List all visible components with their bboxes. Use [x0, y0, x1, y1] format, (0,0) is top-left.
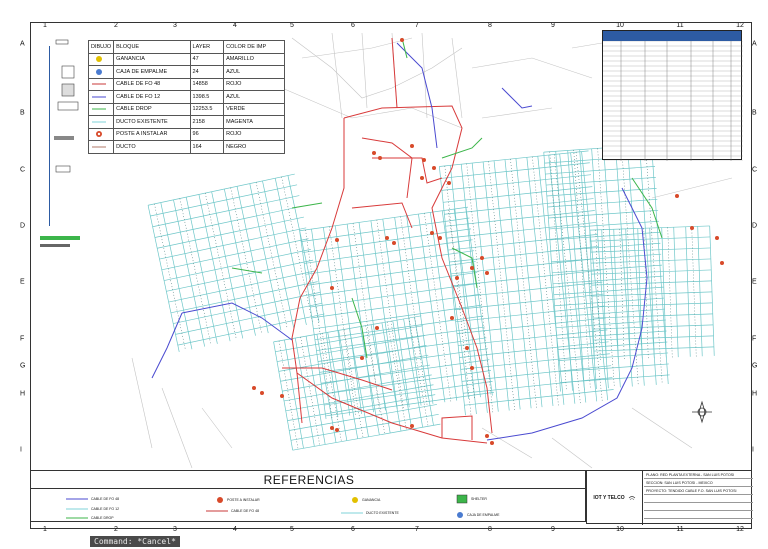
- title-line-blank: [644, 495, 753, 503]
- splice-box-icon: [89, 66, 114, 79]
- legend-color: VERDE: [224, 103, 285, 116]
- pole-icon: [89, 128, 114, 141]
- col-label: 5: [290, 526, 294, 533]
- legend-layer: 96: [190, 128, 224, 141]
- ref-item: [456, 511, 499, 519]
- cyan-line-icon: [89, 116, 114, 129]
- col-label: 8: [488, 526, 492, 533]
- legend-color: ROJO: [224, 128, 285, 141]
- splice-box-icon: [456, 511, 464, 519]
- red-line-icon: [89, 78, 114, 91]
- row-label: C: [752, 166, 758, 174]
- bulb-icon: [351, 496, 359, 504]
- company-logo: [587, 471, 643, 525]
- legend-color: AZUL: [224, 91, 285, 104]
- title-line: SECCION: SAN LUIS POTOSI - MEXICO: [644, 479, 753, 487]
- street-grid-drop-lines: [148, 144, 714, 450]
- command-line[interactable]: Command: *Cancel*: [90, 536, 180, 547]
- ref-line-icon: [66, 516, 88, 520]
- row-ruler-left: [18, 30, 30, 500]
- row-label: H: [20, 390, 26, 398]
- row-label: B: [752, 109, 757, 117]
- row-label: A: [752, 40, 757, 48]
- legend-bloque: CABLE DE FO 48: [114, 78, 190, 91]
- col-label: 6: [351, 526, 355, 533]
- legend-row: [89, 53, 285, 66]
- ref-label: POSTE A INSTALAR: [227, 498, 260, 502]
- row-label: A: [20, 40, 25, 48]
- ref-item: [216, 496, 260, 504]
- legend-color: MAGENTA: [224, 116, 285, 129]
- ref-label: CABLE DE FO 48: [231, 509, 260, 513]
- col-label: 12: [736, 22, 744, 29]
- ref-item: [341, 511, 399, 515]
- shelter-icon: [456, 494, 468, 504]
- street-grid-dark: [154, 145, 696, 449]
- col-label: 1: [43, 526, 47, 533]
- col-label: 12: [736, 526, 744, 533]
- title-block-lines: [644, 471, 753, 519]
- ref-label: GANANCIA: [362, 498, 381, 502]
- legend-layer: 2158: [190, 116, 224, 129]
- col-label: 11: [676, 22, 684, 29]
- col-label: 9: [551, 526, 555, 533]
- col-label: 10: [616, 526, 624, 533]
- ref-label: DUCTO EXISTENTE: [366, 511, 399, 515]
- legend-bloque: CAJA DE EMPALME: [114, 66, 190, 79]
- row-label: B: [20, 109, 25, 117]
- legend-color: NEGRO: [224, 141, 285, 154]
- legend-row: [89, 141, 285, 154]
- pole-icon: [216, 496, 224, 504]
- col-label: 5: [290, 22, 294, 29]
- col-label: 3: [173, 22, 177, 29]
- ref-item: [66, 497, 119, 501]
- ref-label: CAJA DE EMPALME: [467, 513, 500, 517]
- wifi-logo-icon: [628, 495, 636, 501]
- green-line-icon: [89, 103, 114, 116]
- col-label: 3: [173, 526, 177, 533]
- row-label: F: [752, 335, 757, 343]
- legend-bloque: GANANCIA: [114, 53, 190, 66]
- legend-row: [89, 128, 285, 141]
- col-label: 2: [114, 526, 118, 533]
- ref-item: [66, 507, 119, 511]
- ref-line-icon: [341, 511, 363, 515]
- references-panel: [30, 470, 586, 522]
- legend-header-layer: LAYER: [190, 41, 224, 54]
- legend-row: [89, 91, 285, 104]
- legend-row: [89, 116, 285, 129]
- ref-item: [456, 494, 487, 504]
- legend-color: AMARILLO: [224, 53, 285, 66]
- col-label: 4: [233, 526, 237, 533]
- col-label: 9: [551, 22, 555, 29]
- legend-row: [89, 66, 285, 79]
- col-label: 1: [43, 22, 47, 29]
- legend-layer: 47: [190, 53, 224, 66]
- row-label: E: [752, 278, 757, 286]
- row-label: D: [20, 222, 26, 230]
- legend-layer: 1398.5: [190, 91, 224, 104]
- ref-label: CABLE DE FO 48: [91, 497, 120, 501]
- legend-header-color: COLOR DE IMP: [224, 41, 285, 54]
- ref-line-icon: [206, 509, 228, 513]
- col-label: 8: [488, 22, 492, 29]
- company-name: IOT Y TELCO: [593, 495, 625, 501]
- brown-line-icon: [89, 141, 114, 154]
- legend-color: AZUL: [224, 66, 285, 79]
- north-arrow-icon: [692, 402, 712, 422]
- col-label: 6: [351, 22, 355, 29]
- legend-bloque: DUCTO EXISTENTE: [114, 116, 190, 129]
- row-label: G: [20, 362, 26, 370]
- blue-line-icon: [89, 91, 114, 104]
- legend-layer: 14858: [190, 78, 224, 91]
- legend-header-dibujo: DIBUJO: [89, 41, 114, 54]
- ref-label: CABLE DROP: [91, 516, 114, 520]
- legend-header-bloque: BLOQUE: [114, 41, 190, 54]
- references-title: REFERENCIAS: [31, 471, 587, 489]
- legend-bloque: CABLE DROP: [114, 103, 190, 116]
- title-line-blank: [644, 511, 753, 519]
- row-label: I: [752, 446, 754, 454]
- row-label: C: [20, 166, 26, 174]
- legend-bloque: POSTE A INSTALAR: [114, 128, 190, 141]
- col-label: 7: [415, 526, 419, 533]
- legend-layer: 24: [190, 66, 224, 79]
- col-label: 10: [616, 22, 624, 29]
- bulb-icon: [89, 53, 114, 66]
- data-table-header: [603, 31, 741, 41]
- legend-layer: 164: [190, 141, 224, 154]
- title-line: PLANO: RED PLANTA EXTERNA - SAN LUIS POTOSI: [644, 471, 753, 479]
- legend-header-row: [89, 41, 285, 54]
- ref-label: SHELTER: [471, 497, 487, 501]
- title-line: PROYECTO: TENDIDO CABLE F.O. SAN LUIS POTOSI: [644, 487, 753, 495]
- building-detail-panel: [38, 36, 86, 254]
- ref-item: [66, 516, 114, 520]
- row-label: E: [20, 278, 25, 286]
- col-label: 11: [676, 526, 684, 533]
- ref-item: [206, 509, 259, 513]
- legend-bloque: DUCTO: [114, 141, 190, 154]
- data-table-grid: [603, 41, 743, 161]
- row-label: D: [752, 222, 758, 230]
- ref-item: [351, 496, 380, 504]
- ref-line-icon: [66, 497, 88, 501]
- title-block: [586, 470, 752, 524]
- row-label: I: [20, 446, 22, 454]
- legend-row: [89, 103, 285, 116]
- col-label: 7: [415, 22, 419, 29]
- title-line-blank: [644, 503, 753, 511]
- legend-layer: 12253.5: [190, 103, 224, 116]
- ref-line-icon: [66, 507, 88, 511]
- legend-bloque: CABLE DE FO 12: [114, 91, 190, 104]
- row-label: H: [752, 390, 758, 398]
- col-label: 4: [233, 22, 237, 29]
- row-label: G: [752, 362, 758, 370]
- cable-data-table: [602, 30, 742, 160]
- legend-color: ROJO: [224, 78, 285, 91]
- ref-label: CABLE DE FO 12: [91, 507, 120, 511]
- row-label: F: [20, 335, 25, 343]
- legend-row: [89, 78, 285, 91]
- legend-table: [88, 40, 285, 154]
- col-label: 2: [114, 22, 118, 29]
